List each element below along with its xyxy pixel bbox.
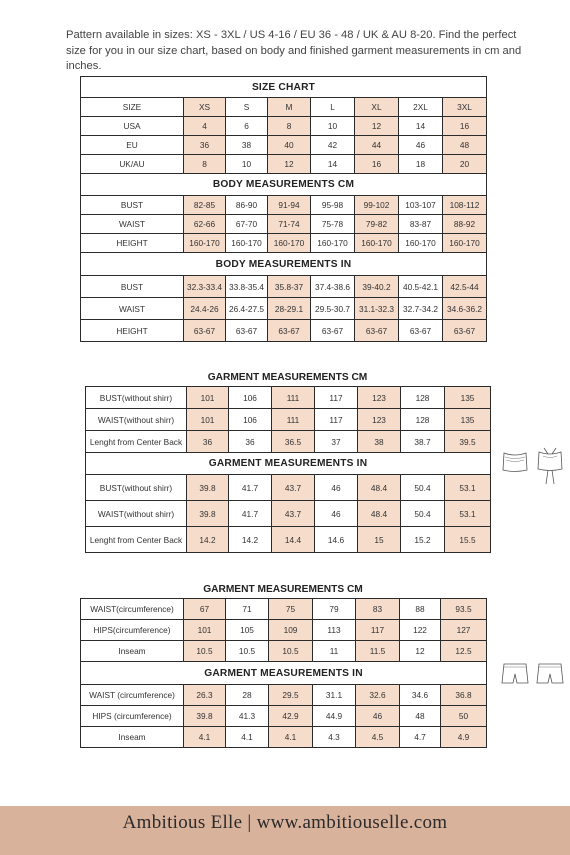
table-cell: 4.7 xyxy=(400,727,441,748)
table-cell: 91-94 xyxy=(268,196,311,215)
table-cell: 75-78 xyxy=(311,215,355,234)
table-cell: 10.5 xyxy=(269,641,313,662)
table-cell: 135 xyxy=(445,387,491,409)
table-cell: 2XL xyxy=(399,98,443,117)
table-row xyxy=(86,409,491,431)
table-cell: 39.5 xyxy=(445,431,491,453)
table-row xyxy=(86,501,491,527)
table-cell: 4.3 xyxy=(313,727,356,748)
table-cell: 63-67 xyxy=(268,320,311,342)
table-row xyxy=(81,620,487,641)
table-cell: 46 xyxy=(315,501,358,527)
table-cell: 46 xyxy=(315,475,358,501)
table-cell: 41.7 xyxy=(229,501,272,527)
row-label: HIPS (circumference) xyxy=(81,706,184,727)
table-cell: 44.9 xyxy=(313,706,356,727)
table-row xyxy=(81,276,487,298)
row-label: Lenght from Center Back xyxy=(86,527,187,553)
garment-table-bottom xyxy=(80,598,487,748)
table-cell: 79 xyxy=(313,599,356,620)
table-cell: 41.3 xyxy=(226,706,269,727)
table-cell: 53.1 xyxy=(445,475,491,501)
row-label: Lenght from Center Back xyxy=(86,431,187,453)
table-cell: 34.6 xyxy=(400,685,441,706)
shorts-front-sketch-icon xyxy=(500,662,530,686)
table-cell: 62-66 xyxy=(184,215,226,234)
table-row xyxy=(81,234,487,253)
table-cell: 8 xyxy=(268,117,311,136)
table-cell: 123 xyxy=(358,409,401,431)
table-cell: 117 xyxy=(356,620,400,641)
row-label: WAIST xyxy=(81,215,184,234)
table-cell: 38 xyxy=(226,136,268,155)
table-cell: 88 xyxy=(400,599,441,620)
table-cell: 43.7 xyxy=(272,501,315,527)
table-cell: 10.5 xyxy=(184,641,226,662)
table-cell: 12 xyxy=(400,641,441,662)
table-cell: 40.5-42.1 xyxy=(399,276,443,298)
table-cell: 44 xyxy=(355,136,399,155)
table-cell: 122 xyxy=(400,620,441,641)
table-cell: 63-67 xyxy=(399,320,443,342)
table-cell: 26.4-27.5 xyxy=(226,298,268,320)
table-cell: 39.8 xyxy=(184,706,226,727)
table-cell: 46 xyxy=(356,706,400,727)
row-label: Inseam xyxy=(81,641,184,662)
table-cell: 101 xyxy=(187,387,229,409)
table-cell: 14 xyxy=(399,117,443,136)
table-cell: 48.4 xyxy=(358,475,401,501)
table-cell: 108-112 xyxy=(443,196,487,215)
table-cell: 67 xyxy=(184,599,226,620)
table-cell: 99-102 xyxy=(355,196,399,215)
table-cell: 14.4 xyxy=(272,527,315,553)
table-cell: 36 xyxy=(184,136,226,155)
table-cell: 83 xyxy=(356,599,400,620)
table-cell: 106 xyxy=(229,409,272,431)
row-label: EU xyxy=(81,136,184,155)
table-cell: 160-170 xyxy=(184,234,226,253)
table-row xyxy=(86,387,491,409)
table-cell: 16 xyxy=(443,117,487,136)
table-cell: 71-74 xyxy=(268,215,311,234)
table-cell: 101 xyxy=(187,409,229,431)
table-cell: 18 xyxy=(399,155,443,174)
row-label: HEIGHT xyxy=(81,234,184,253)
table-cell: 12 xyxy=(355,117,399,136)
garment-in-title-2: GARMENT MEASUREMENTS IN xyxy=(81,662,487,685)
row-label: WAIST xyxy=(81,298,184,320)
table-row xyxy=(81,136,487,155)
table-row xyxy=(86,527,491,553)
garment-cm-title-2: GARMENT MEASUREMENTS CM xyxy=(203,584,363,595)
footer-brand-text: Ambitious Elle | www.ambitiouselle.com xyxy=(122,812,448,833)
table-cell: 28 xyxy=(226,685,269,706)
table-cell: 11 xyxy=(313,641,356,662)
table-cell: 33.8-35.4 xyxy=(226,276,268,298)
table-cell: 14.2 xyxy=(187,527,229,553)
table-row xyxy=(81,117,487,136)
top-back-sketch-icon xyxy=(535,444,565,492)
table-cell: 88-92 xyxy=(443,215,487,234)
table-cell: 41.7 xyxy=(229,475,272,501)
table-cell: 48.4 xyxy=(358,501,401,527)
row-label: WAIST(circumference) xyxy=(81,599,184,620)
table-cell: 109 xyxy=(269,620,313,641)
row-label: BUST xyxy=(81,276,184,298)
table-cell: 24.4-26 xyxy=(184,298,226,320)
table-cell: 4 xyxy=(184,117,226,136)
table-cell: 160-170 xyxy=(355,234,399,253)
table-cell: 160-170 xyxy=(311,234,355,253)
table-row xyxy=(81,599,487,620)
table-cell: 38.7 xyxy=(401,431,445,453)
table-cell: 128 xyxy=(401,409,445,431)
table-cell: XS xyxy=(184,98,226,117)
table-cell: 6 xyxy=(226,117,268,136)
table-cell: 160-170 xyxy=(399,234,443,253)
table-row xyxy=(81,706,487,727)
table-cell: 12.5 xyxy=(441,641,487,662)
table-cell: 15.5 xyxy=(445,527,491,553)
table-cell: 46 xyxy=(399,136,443,155)
intro-text: Pattern available in sizes: XS - 3XL / US 4-16 / EU 36 - 48 / UK & AU 8-20. Find the perfect size for you in our size chart, based on body and finished garment measurements in cm and inches. xyxy=(66,29,522,72)
table-cell: 10 xyxy=(226,155,268,174)
table-cell: 160-170 xyxy=(443,234,487,253)
table-cell: 8 xyxy=(184,155,226,174)
table-row xyxy=(81,215,487,234)
row-label: USA xyxy=(81,117,184,136)
table-cell: 11.5 xyxy=(356,641,400,662)
table-cell: 28-29.1 xyxy=(268,298,311,320)
table-cell: 43.7 xyxy=(272,475,315,501)
body-cm-title: BODY MEASUREMENTS CM xyxy=(81,174,487,196)
table-cell: 36 xyxy=(187,431,229,453)
row-label: UK/AU xyxy=(81,155,184,174)
table-cell: 36.5 xyxy=(272,431,315,453)
row-label: WAIST (circumference) xyxy=(81,685,184,706)
row-label: BUST xyxy=(81,196,184,215)
table-cell: 160-170 xyxy=(268,234,311,253)
table-row xyxy=(81,727,487,748)
table-cell: 103-107 xyxy=(399,196,443,215)
table-row xyxy=(81,298,487,320)
table-cell: 111 xyxy=(272,387,315,409)
table-cell: 39-40.2 xyxy=(355,276,399,298)
table-cell: 14.2 xyxy=(229,527,272,553)
top-front-sketch-icon xyxy=(500,448,530,478)
table-cell: 15.2 xyxy=(401,527,445,553)
table-cell: 63-67 xyxy=(311,320,355,342)
table-cell: 79-82 xyxy=(355,215,399,234)
table-cell: 71 xyxy=(226,599,269,620)
table-cell: 135 xyxy=(445,409,491,431)
table-cell: 128 xyxy=(401,387,445,409)
table-cell: 83-87 xyxy=(399,215,443,234)
table-cell: XL xyxy=(355,98,399,117)
table-cell: L xyxy=(311,98,355,117)
table-cell: 48 xyxy=(443,136,487,155)
table-cell: M xyxy=(268,98,311,117)
table-cell: 95-98 xyxy=(311,196,355,215)
table-row xyxy=(86,431,491,453)
table-cell: 4.1 xyxy=(226,727,269,748)
table-cell: 101 xyxy=(184,620,226,641)
table-cell: 63-67 xyxy=(443,320,487,342)
table-cell: 63-67 xyxy=(226,320,268,342)
row-label: HEIGHT xyxy=(81,320,184,342)
row-label: WAIST(without shirr) xyxy=(86,409,187,431)
table-row xyxy=(81,196,487,215)
table-cell: 4.1 xyxy=(269,727,313,748)
table-cell: 4.1 xyxy=(184,727,226,748)
table-cell: 53.1 xyxy=(445,501,491,527)
body-in-title: BODY MEASUREMENTS IN xyxy=(81,253,487,276)
table-cell: 113 xyxy=(313,620,356,641)
table-cell: 20 xyxy=(443,155,487,174)
table-cell: 93.5 xyxy=(441,599,487,620)
table-cell: 32.3-33.4 xyxy=(184,276,226,298)
table-cell: 63-67 xyxy=(184,320,226,342)
row-label: Inseam xyxy=(81,727,184,748)
table-cell: 35.8-37 xyxy=(268,276,311,298)
table-cell: 39.8 xyxy=(187,501,229,527)
garment-in-title-1: GARMENT MEASUREMENTS IN xyxy=(86,453,491,475)
table-cell: 106 xyxy=(229,387,272,409)
table-cell: 63-67 xyxy=(355,320,399,342)
table-cell: 36.8 xyxy=(441,685,487,706)
table-cell: 50 xyxy=(441,706,487,727)
table-cell: 29.5 xyxy=(269,685,313,706)
table-row xyxy=(81,155,487,174)
garment-cm-title-1: GARMENT MEASUREMENTS CM xyxy=(207,372,368,383)
table-cell: 160-170 xyxy=(226,234,268,253)
table-cell: 75 xyxy=(269,599,313,620)
table-cell: 50.4 xyxy=(401,475,445,501)
table-cell: 50.4 xyxy=(401,501,445,527)
table-cell: 37 xyxy=(315,431,358,453)
garment-table-top xyxy=(85,386,491,553)
table-cell: 117 xyxy=(315,409,358,431)
shorts-back-sketch-icon xyxy=(535,662,565,686)
row-label: BUST(without shirr) xyxy=(86,387,187,409)
size-chart-table xyxy=(80,76,487,342)
row-label: WAIST(without shirr) xyxy=(86,501,187,527)
table-cell: 38 xyxy=(358,431,401,453)
table-cell: 3XL xyxy=(443,98,487,117)
row-label: BUST(without shirr) xyxy=(86,475,187,501)
table-row xyxy=(81,641,487,662)
row-label: SIZE xyxy=(81,98,184,117)
table-cell: 48 xyxy=(400,706,441,727)
table-cell: 127 xyxy=(441,620,487,641)
table-cell: 42.9 xyxy=(269,706,313,727)
table-cell: 4.9 xyxy=(441,727,487,748)
size-header-row xyxy=(81,98,487,117)
table-cell: 105 xyxy=(226,620,269,641)
table-cell: 4.5 xyxy=(356,727,400,748)
table-cell: 117 xyxy=(315,387,358,409)
table-cell: S xyxy=(226,98,268,117)
table-cell: 10.5 xyxy=(226,641,269,662)
table-cell: 37.4-38.6 xyxy=(311,276,355,298)
table-cell: 39.8 xyxy=(187,475,229,501)
table-cell: 32.7-34.2 xyxy=(399,298,443,320)
table-cell: 111 xyxy=(272,409,315,431)
table-cell: 67-70 xyxy=(226,215,268,234)
table-cell: 14.6 xyxy=(315,527,358,553)
table-cell: 123 xyxy=(358,387,401,409)
table-cell: 42.5-44 xyxy=(443,276,487,298)
table-cell: 14 xyxy=(311,155,355,174)
row-label: HIPS(circumference) xyxy=(81,620,184,641)
table-cell: 26.3 xyxy=(184,685,226,706)
table-cell: 15 xyxy=(358,527,401,553)
table-cell: 12 xyxy=(268,155,311,174)
table-cell: 16 xyxy=(355,155,399,174)
table-cell: 86-90 xyxy=(226,196,268,215)
table-cell: 40 xyxy=(268,136,311,155)
table-row xyxy=(81,320,487,342)
table-cell: 32.6 xyxy=(356,685,400,706)
table-cell: 29.5-30.7 xyxy=(311,298,355,320)
table-cell: 10 xyxy=(311,117,355,136)
table-cell: 31.1 xyxy=(313,685,356,706)
table-row xyxy=(86,475,491,501)
table-cell: 82-85 xyxy=(184,196,226,215)
size-chart-title: SIZE CHART xyxy=(81,77,487,98)
table-row xyxy=(81,685,487,706)
table-cell: 42 xyxy=(311,136,355,155)
table-cell: 36 xyxy=(229,431,272,453)
table-cell: 34.6-36.2 xyxy=(443,298,487,320)
table-cell: 31.1-32.3 xyxy=(355,298,399,320)
